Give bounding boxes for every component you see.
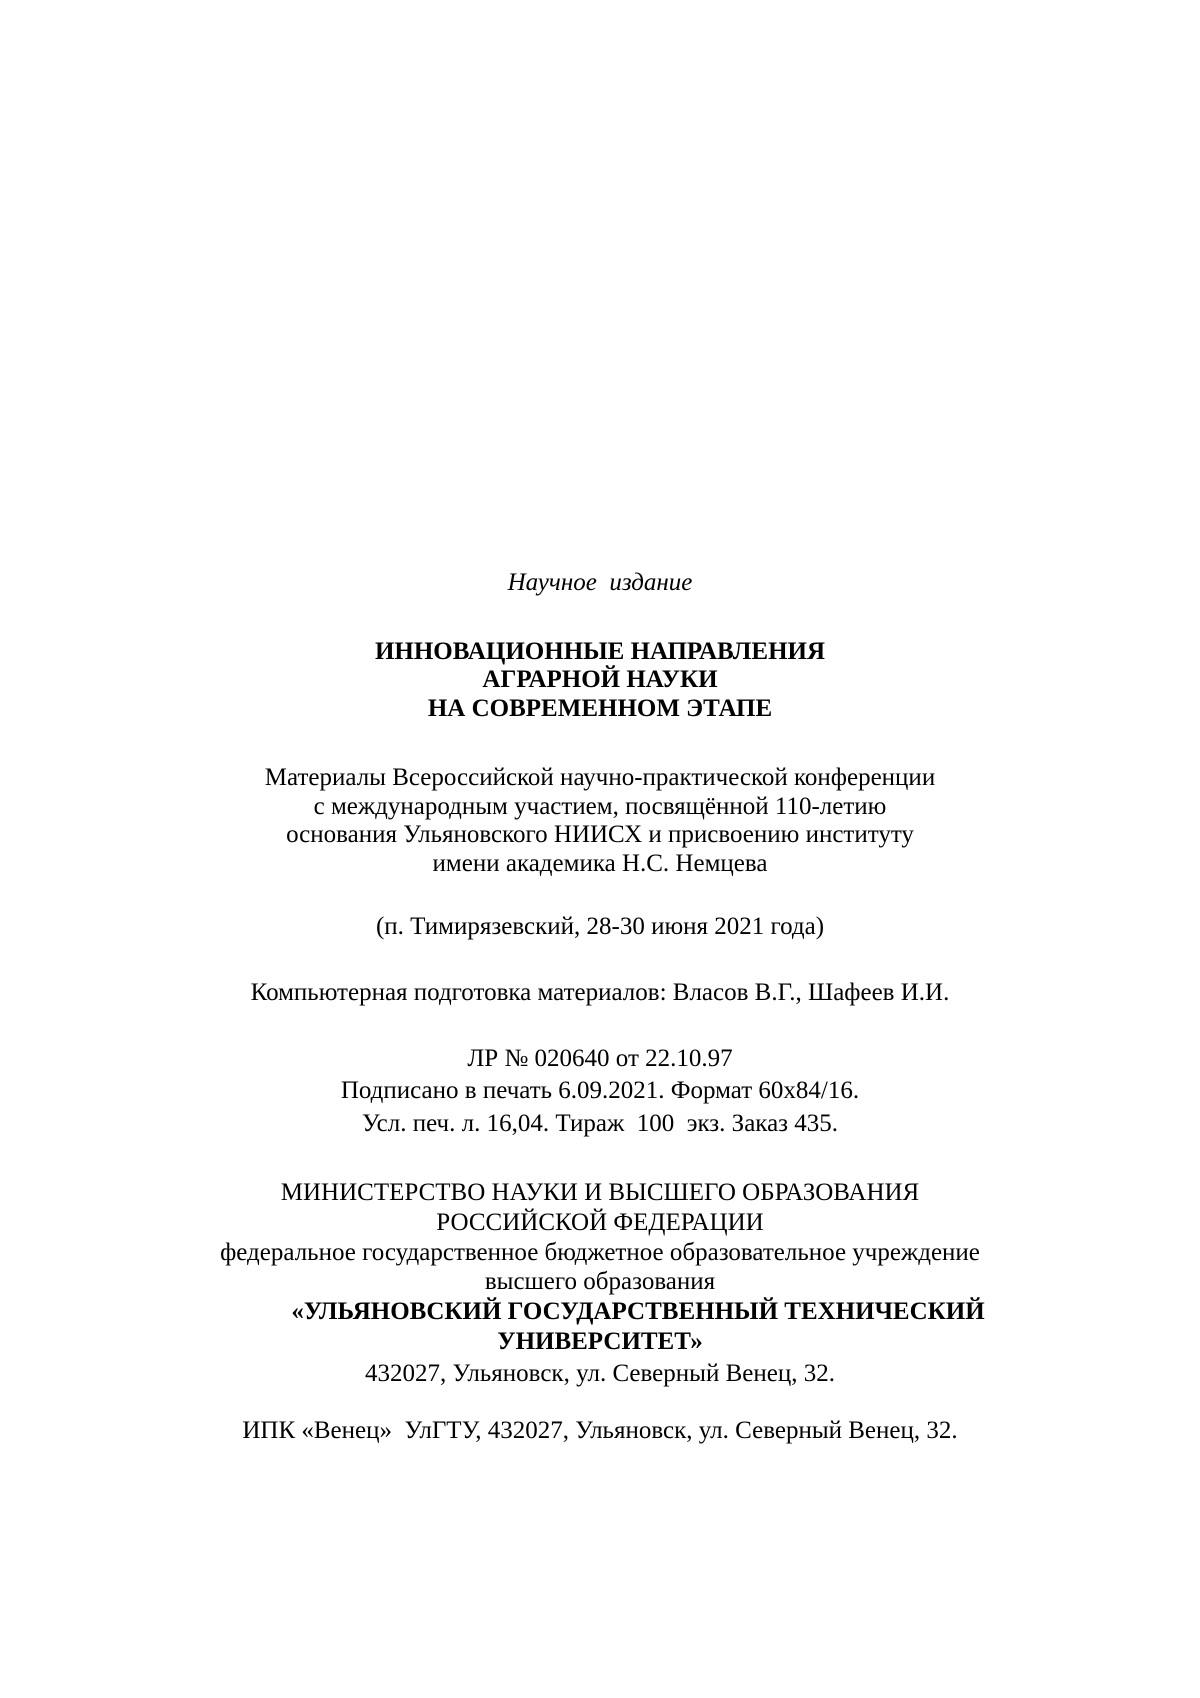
title-line-2: АГРАРНОЙ НАУКИ xyxy=(482,666,718,693)
signed-for-print: Подписано в печать 6.09.2021. Формат 60х84/16. xyxy=(340,1077,860,1104)
location-date: (п. Тимирязевский, 28-30 июня 2021 года) xyxy=(375,913,825,940)
institution-type-line-1: федеральное государственное бюджетное образовательное учреждение xyxy=(220,1239,980,1266)
institution-type-line-2: высшего образования xyxy=(484,1268,716,1295)
description-line-4: имени академика Н.С. Немцева xyxy=(432,850,768,877)
description-line-3: основания Ульяновского НИИСХ и присвоению институту xyxy=(286,821,914,848)
university-address: 432027, Ульяновск, ул. Северный Венец, 32. xyxy=(365,1360,835,1387)
university-line-2: УНИВЕРСИТЕТ» xyxy=(497,1328,703,1355)
license-number: ЛР № 020640 от 22.10.97 xyxy=(467,1045,733,1072)
university-line-1: «УЛЬЯНОВСКИЙ ГОСУДАРСТВЕННЫЙ ТЕХНИЧЕСКИЙ xyxy=(291,1298,985,1325)
printing-house: ИПК «Венец» УлГТУ, 432027, Ульяновск, ул. Северный Венец, 32. xyxy=(242,1417,958,1444)
description-line-1: Материалы Всероссийской научно-практической конференции xyxy=(264,764,936,791)
ministry-line-2: РОССИЙСКОЙ ФЕДЕРАЦИИ xyxy=(436,1209,764,1236)
title-line-1: ИННОВАЦИОННЫЕ НАПРАВЛЕНИЯ xyxy=(374,638,826,665)
computer-preparation: Компьютерная подготовка материалов: Власов В.Г., Шафеев И.И. xyxy=(250,979,950,1006)
title-line-3: НА СОВРЕМЕННОМ ЭТАПЕ xyxy=(427,695,773,722)
print-run: Усл. печ. л. 16,04. Тираж 100 экз. Заказ 435. xyxy=(361,1110,839,1137)
ministry-line-1: МИНИСТЕРСТВО НАУКИ И ВЫСШЕГО ОБРАЗОВАНИЯ xyxy=(280,1179,920,1206)
description-line-2: с международным участием, посвящённой 110-летию xyxy=(313,793,887,820)
publication-type: Научное издание xyxy=(507,569,693,596)
